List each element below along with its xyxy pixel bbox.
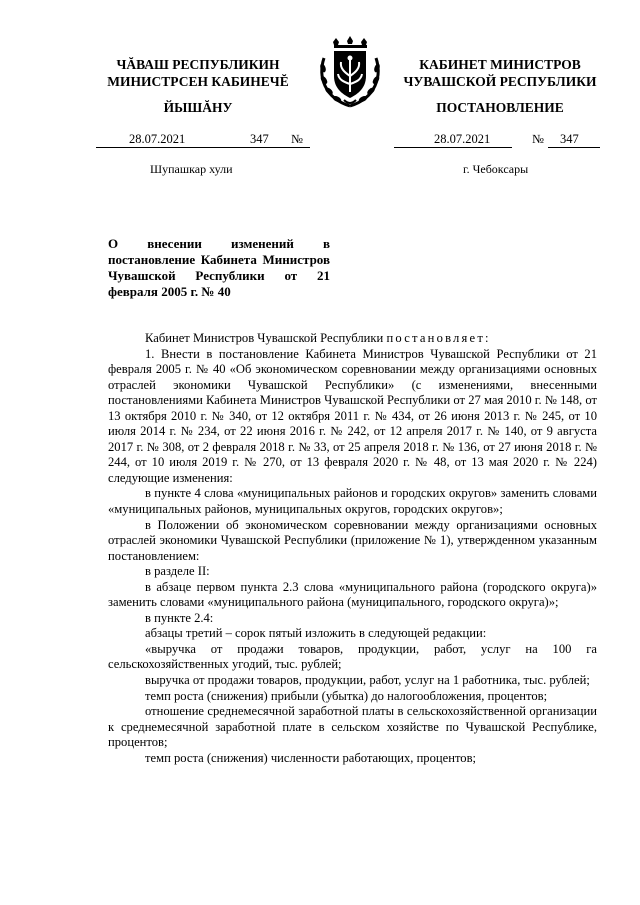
body-paragraph: в Положении об экономическом соревновании между организациями основных отраслей экономики Чувашской Республики (приложение № 1), утвержденном указанным постановлением: (108, 517, 597, 563)
place-russian: г. Чебоксары (463, 162, 529, 176)
date-russian: 28.07.2021 (434, 132, 491, 146)
issuer-line-2-russian: ЧУВАШСКОЙ РЕСПУБЛИКИ (403, 74, 597, 89)
body-paragraph: 1. Внести в постановление Кабинета Министров Чувашской Республики от 21 февраля 2005 г. № 40 «Об экономическом соревновании между организациями основных отраслей экономики Чувашской Республики» (с изменениями, внесенными постановлениями Кабинета Министров Чувашской Республики от 27 мая 2010 г. № 148, от 13 октября 2010 г. № 340, от 12 октября 2011 г. № 434, от 26 июня 2013 г. № 245, от 10 июля 2014 г. № 234, от 22 июня 2016 г. № 242, от 12 апреля 2017 г. № 140, от 9 августа 2017 г. № 308, от 2 февраля 2018 г. № 33, от 25 апреля 2018 г. № 136, от 27 июня 2018 г. № 244, от 10 июля 2019 г. № 270, от 13 февраля 2020 г. № 48, от 13 мая 2020 г. № 224) следующие изменения: (108, 346, 597, 485)
date-underline-russian (394, 147, 512, 148)
date-underline-chuvash (96, 147, 310, 148)
number-sign-russian: № (532, 132, 544, 146)
preamble-verb: постановляет: (386, 331, 491, 345)
place-chuvash: Шупашкар хули (150, 162, 233, 176)
number-underline-russian (548, 147, 600, 148)
body-paragraph: в пункте 4 слова «муниципальных районов и городских округов» заменить словами «муниципальных районов, муниципальных округов, городских округов»; (108, 486, 597, 517)
body-paragraph: отношение среднемесячной заработной платы в сельскохозяйственной организации к среднемесячной заработной плате в сельском хозяйстве по Чувашской Республике, процентов; (108, 704, 597, 750)
doc-type-russian: ПОСТАНОВЛЕНИЕ (436, 100, 564, 115)
date-chuvash: 28.07.2021 (129, 132, 186, 146)
preamble-subject: Кабинет Министров Чувашской Республики (145, 331, 384, 345)
issuer-name-russian (390, 56, 610, 90)
issuer-line-1-chuvash: ЧĂВАШ РЕСПУБЛИКИН (116, 57, 280, 72)
body-paragraph: в пункте 2.4: (145, 610, 214, 625)
document-subject: О внесении изменений в постановление Кабинета Министров Чувашской Республики от 21 февраля 2005 г. № 40 (108, 236, 330, 299)
doc-type-chuvash: ЙЫШĂНУ (163, 100, 233, 115)
document-body (108, 331, 597, 766)
issuer-line-2-chuvash: МИНИСТРСЕН КАБИНЕЧĔ (107, 74, 289, 89)
number-sign-chuvash: № (291, 132, 303, 146)
body-paragraph: темп роста (снижения) численности работающих, процентов; (145, 750, 477, 765)
issuer-name-chuvash (88, 56, 308, 90)
body-paragraph: абзацы третий – сорок пятый изложить в следующей редакции: (145, 626, 487, 641)
body-paragraph: темп роста (снижения) прибыли (убытка) до налогообложения, процентов; (145, 688, 548, 703)
number-russian: 347 (560, 132, 579, 146)
body-paragraph: выручка от продажи товаров, продукции, работ, услуг на 1 работника, тыс. рублей; (145, 673, 590, 688)
body-paragraph: в абзаце первом пункта 2.3 слова «муниципального района (городского округа)» заменить словами «муниципального района (муниципального, городского округа)»; (108, 579, 597, 610)
number-chuvash: 347 (250, 132, 269, 146)
issuer-line-1-russian: КАБИНЕТ МИНИСТРОВ (419, 57, 581, 72)
body-paragraph: в разделе II: (145, 564, 210, 579)
chuvash-coat-of-arms-icon (314, 36, 386, 110)
preamble (108, 331, 597, 347)
body-paragraph: «выручка от продажи товаров, продукции, работ, услуг на 100 га сельскохозяйственных угодий, тыс. рублей; (108, 641, 597, 672)
